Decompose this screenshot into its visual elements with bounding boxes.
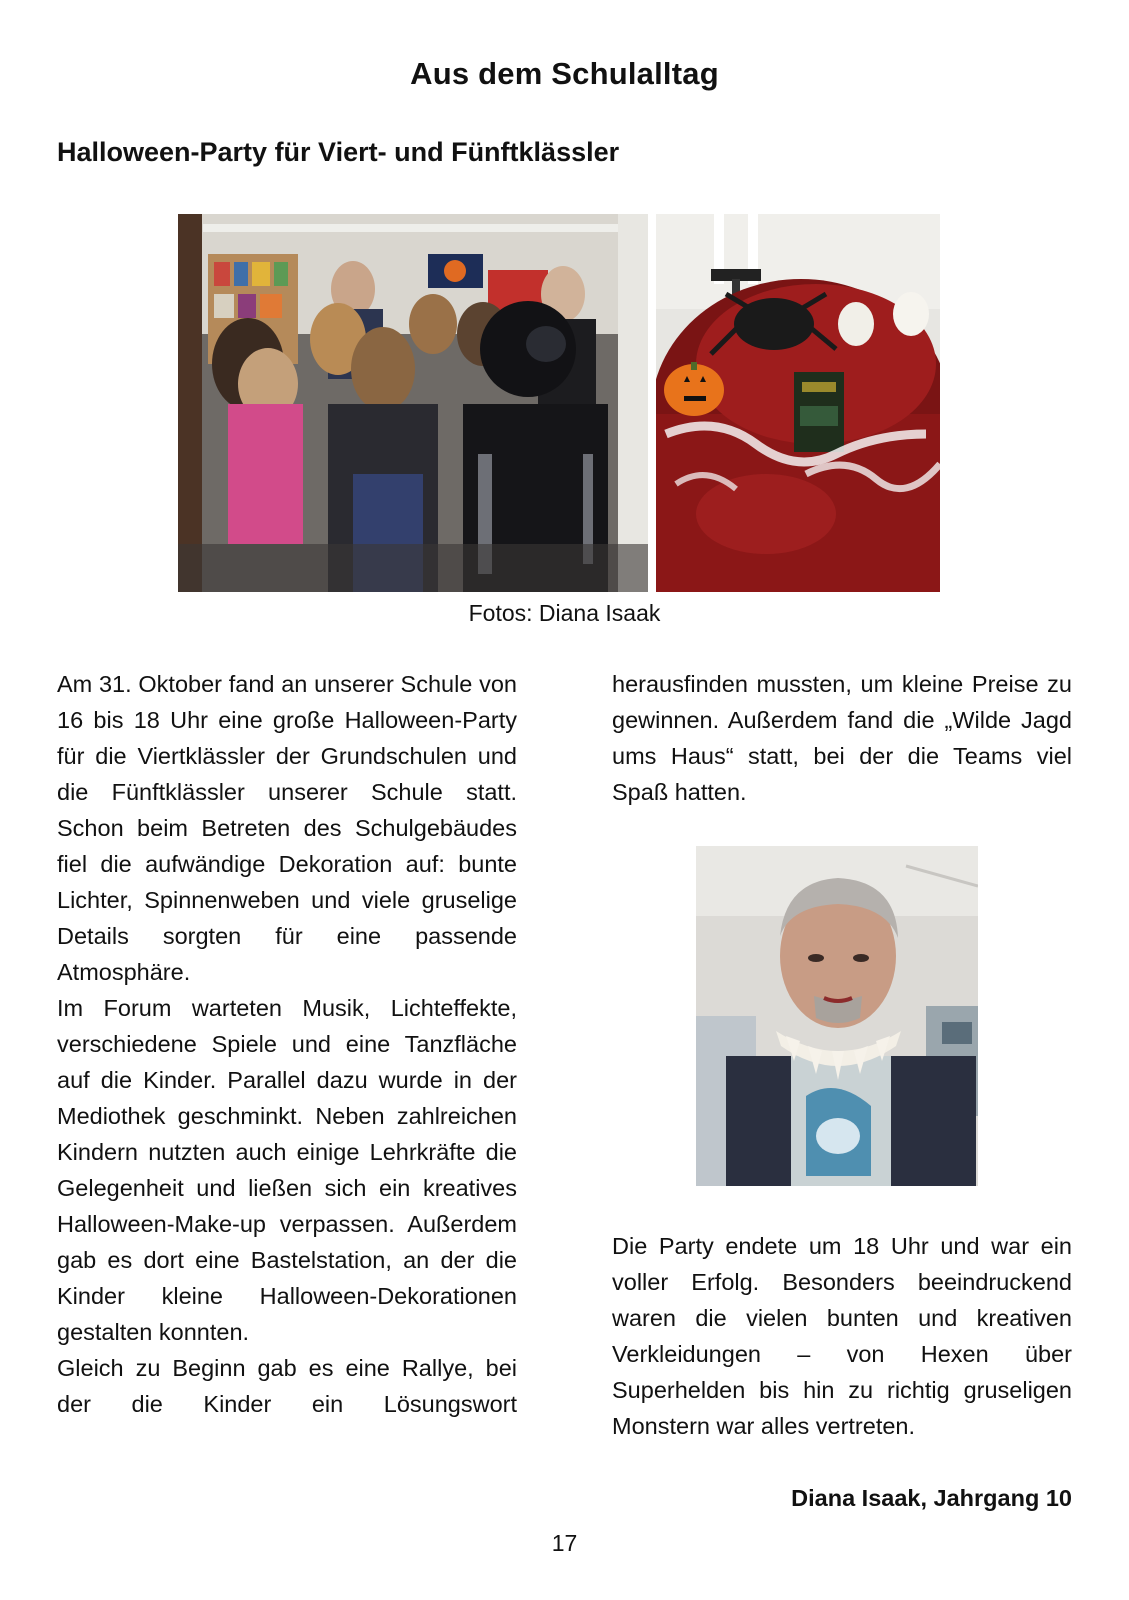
paragraph: Die Party endete um 18 Uhr und war ein voller Erfolg. Besonders beeindruckend waren die vielen bunten und kreativen Verkleidungen – von Hexen über Superhelden bis hin zu richtig gruseligen Monstern war alles vertreten. <box>612 1233 1072 1439</box>
page-number: 17 <box>551 1530 578 1556</box>
article-title: Halloween-Party für Viert- und Fünftklässler <box>57 137 620 167</box>
page-title: Aus dem Schulalltag <box>410 56 719 91</box>
article-text-left-column <box>57 666 517 1422</box>
paragraph: Gleich zu Beginn gab es eine Rallye, bei der die Kinder ein Lösungswort <box>57 1355 517 1417</box>
photo-decorated-table <box>656 214 940 592</box>
article-text-right-column-bottom <box>612 1228 1072 1444</box>
author-byline: Diana Isaak, Jahrgang 10 <box>791 1485 1072 1511</box>
photo-teacher-portrait <box>696 846 978 1186</box>
paragraph: herausfinden mussten, um kleine Preise zu gewinnen. Außerdem fand die „Wilde Jagd ums Haus“ statt, bei der die Teams viel Spaß hatten. <box>612 671 1072 805</box>
photo-children-crowd <box>178 214 648 592</box>
paragraph: Am 31. Oktober fand an unserer Schule von 16 bis 18 Uhr eine große Halloween-Party für die Viertklässler der Grundschulen und die Fünftklässler unserer Schule statt. Schon beim Betreten des Schulgebäudes fiel die aufwändige Dekoration auf: bunte Lichter, Spinnenweben und viele gruselige Details sorgten für eine passende Atmosphäre. <box>57 671 517 985</box>
paragraph: Im Forum warteten Musik, Lichteffekte, verschiedene Spiele und eine Tanzfläche auf die Kinder. Parallel dazu wurde in der Mediothek geschminkt. Neben zahlreichen Kindern nutzten auch einige Lehrkräfte die Gelegenheit und ließen sich ein kreatives Halloween-Make-up verpassen. Außerdem gab es dort eine Bastelstation, an der die Kinder kleine Halloween-Dekorationen gestalten konnten. <box>57 995 517 1345</box>
article-text-right-column-top <box>612 666 1072 810</box>
photo-caption: Fotos: Diana Isaak <box>468 600 661 626</box>
